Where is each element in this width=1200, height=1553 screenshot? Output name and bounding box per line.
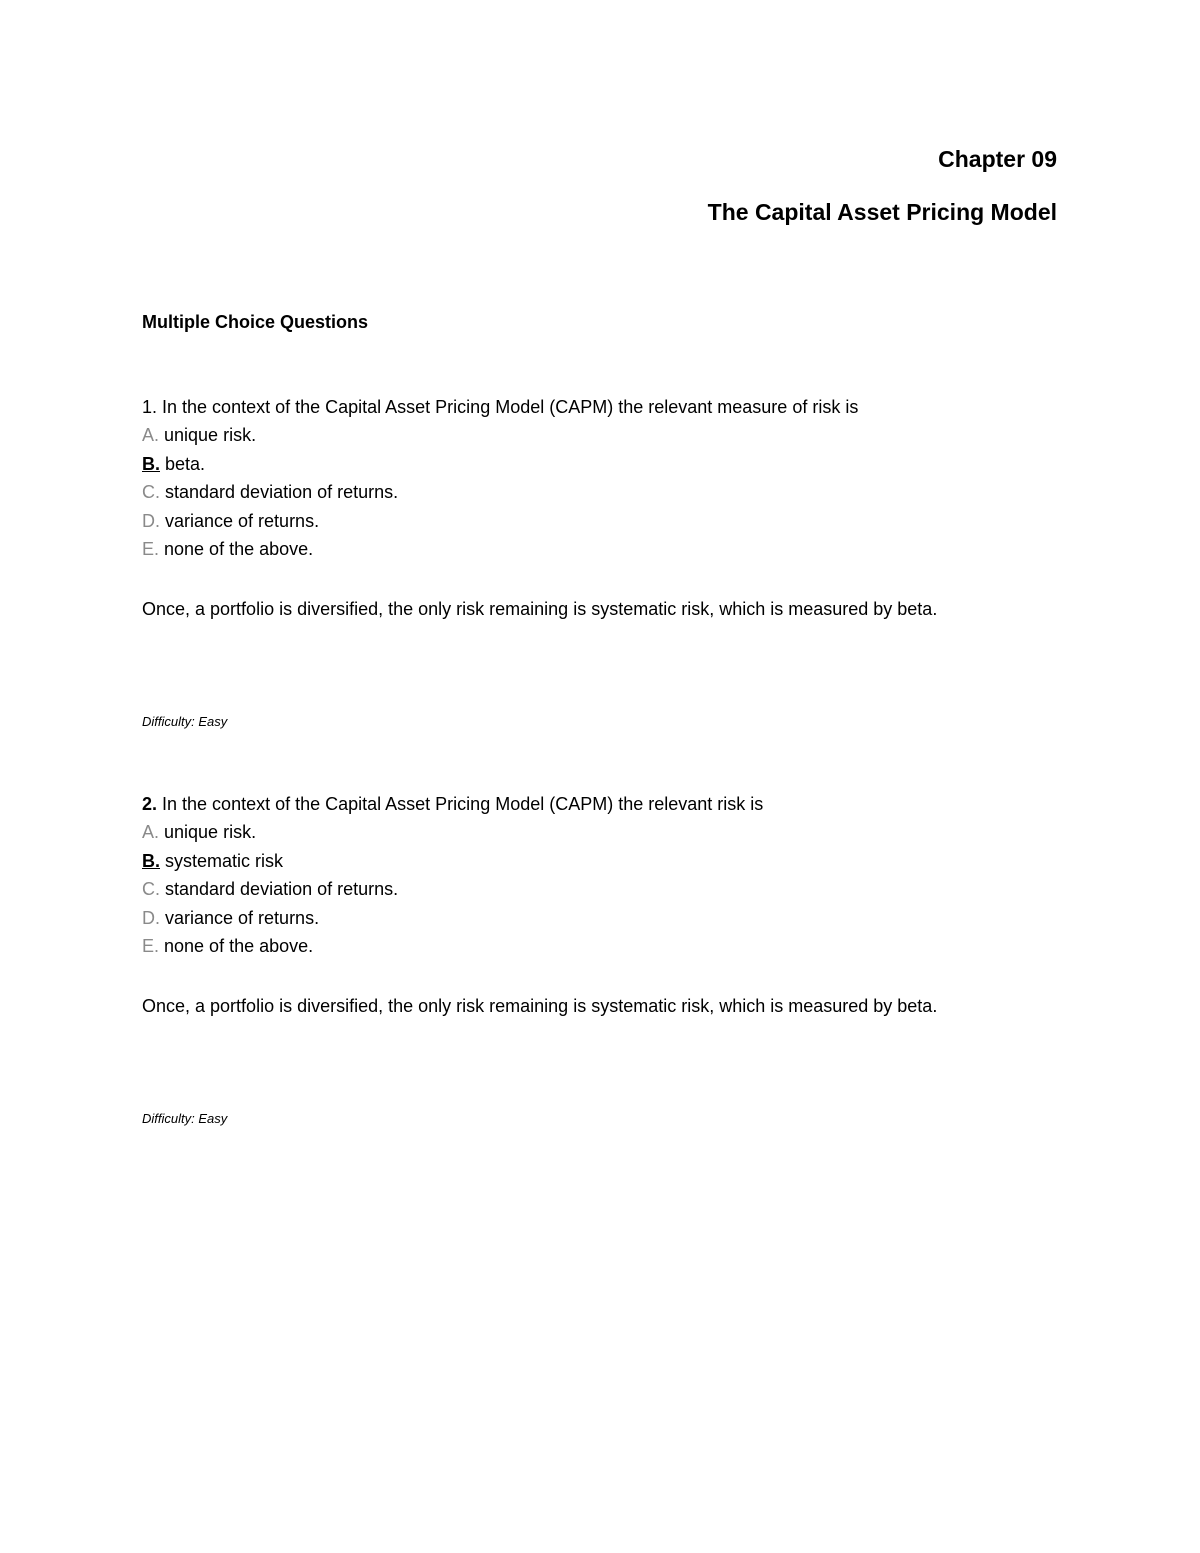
option-text: standard deviation of returns. — [160, 482, 399, 503]
option-letter: C. — [142, 879, 160, 900]
option-d — [142, 904, 1072, 932]
option-c — [142, 478, 1072, 506]
chapter-title: The Capital Asset Pricing Model — [707, 199, 1057, 225]
correct-option-letter: B. — [142, 850, 160, 871]
option-letter: A. — [142, 822, 160, 843]
option-text: none of the above. — [159, 936, 314, 957]
difficulty-label: Difficulty: Easy — [142, 714, 228, 729]
option-a — [142, 818, 1072, 846]
option-text: beta. — [160, 453, 206, 474]
question-number: 2. — [142, 794, 158, 814]
difficulty-label: Difficulty: Easy — [142, 1111, 228, 1126]
correct-option-letter: B. — [142, 453, 160, 474]
option-d — [142, 507, 1072, 535]
question-text: In the context of the Capital Asset Pricing Model (CAPM) the relevant risk is — [157, 794, 764, 814]
answer-options — [142, 818, 1072, 960]
option-b — [142, 450, 1072, 478]
answer-options — [142, 421, 1072, 563]
question-number: 1. — [142, 397, 158, 417]
question-stem — [142, 790, 1072, 818]
question-text: In the context of the Capital Asset Pricing Model (CAPM) the relevant measure of risk is — [157, 397, 859, 417]
option-letter: E. — [142, 539, 160, 560]
answer-explanation: Once, a portfolio is diversified, the only risk remaining is systematic risk, which is measured by beta. — [142, 996, 938, 1017]
option-text: variance of returns. — [160, 510, 320, 531]
option-text: none of the above. — [159, 539, 314, 560]
chapter-number: Chapter 09 — [938, 146, 1057, 172]
option-letter: A. — [142, 425, 160, 446]
option-b — [142, 847, 1072, 875]
question-1 — [142, 393, 1072, 729]
question-2 — [142, 790, 1072, 1126]
option-letter: C. — [142, 482, 160, 503]
option-text: systematic risk — [160, 850, 284, 871]
option-letter: D. — [142, 907, 160, 928]
option-e — [142, 535, 1072, 563]
option-e — [142, 932, 1072, 960]
option-text: unique risk. — [159, 822, 257, 843]
option-a — [142, 421, 1072, 449]
answer-explanation: Once, a portfolio is diversified, the only risk remaining is systematic risk, which is measured by beta. — [142, 599, 938, 620]
section-heading: Multiple Choice Questions — [142, 312, 369, 332]
option-c — [142, 875, 1072, 903]
option-text: unique risk. — [159, 425, 257, 446]
option-text: variance of returns. — [160, 907, 320, 928]
question-stem — [142, 393, 1072, 421]
option-letter: E. — [142, 936, 160, 957]
option-text: standard deviation of returns. — [160, 879, 399, 900]
option-letter: D. — [142, 510, 160, 531]
